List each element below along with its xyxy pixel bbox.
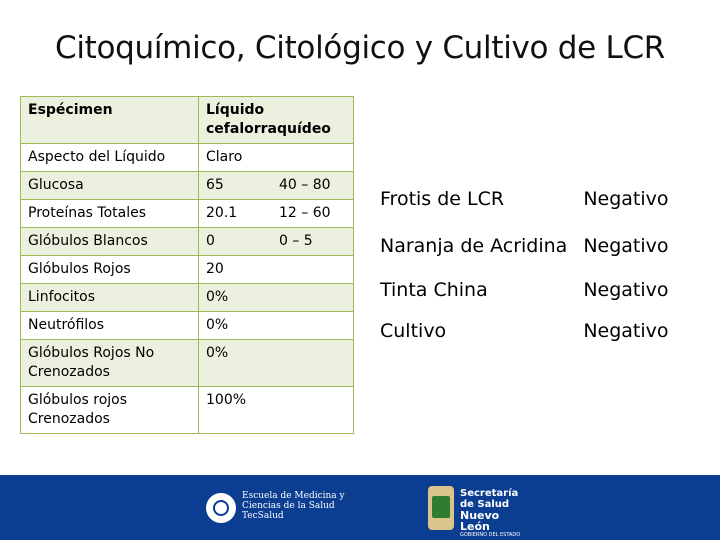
row-reference: 12 – 60 [272, 200, 354, 228]
logo-line: Nuevo León [460, 509, 500, 533]
table-row [21, 97, 354, 144]
row-label: Linfocitos [21, 284, 199, 312]
row-value: Líquido cefalorraquídeo [199, 97, 354, 144]
table-row [21, 200, 354, 228]
test-result: Negativo [583, 235, 669, 257]
secretaria-salud-logo [428, 486, 524, 538]
test-name: Naranja de Acridina [380, 235, 568, 257]
test-result: Negativo [583, 320, 669, 342]
row-label: Glóbulos Rojos [21, 256, 199, 284]
test-result: Negativo [583, 188, 669, 210]
footer-bar [0, 475, 720, 540]
row-label: Glóbulos rojos Crenozados [21, 387, 199, 434]
table-row [21, 340, 354, 387]
row-value: 20.1 [199, 200, 272, 228]
test-name: Cultivo [380, 320, 447, 342]
row-label: Glóbulos Rojos No Crenozados [21, 340, 199, 387]
row-value: 0 [199, 228, 272, 256]
table-row [21, 387, 354, 434]
logo-line: Secretaría [460, 488, 519, 499]
slide-title: Citoquímico, Citológico y Cultivo de LCR [54, 30, 666, 66]
table-row [372, 269, 677, 311]
logo-line: Ciencias de la Salud [242, 501, 335, 511]
row-value: 0% [199, 284, 354, 312]
logo-line: Escuela de Medicina y [242, 491, 345, 501]
specimen-table [20, 96, 354, 434]
row-reference: 40 – 80 [272, 172, 354, 200]
tecsalud-logo [206, 491, 346, 529]
table-row [372, 175, 677, 223]
logo-line: de Salud [460, 499, 510, 510]
table-row [21, 312, 354, 340]
row-reference: 0 – 5 [272, 228, 354, 256]
logo-line: TecSalud [242, 511, 284, 521]
tests-table [372, 175, 677, 351]
row-value: 65 [199, 172, 272, 200]
table-row [21, 284, 354, 312]
row-value: 0% [199, 312, 354, 340]
logo-text [242, 491, 352, 521]
row-label: Espécimen [21, 97, 199, 144]
row-value: 100% [199, 387, 354, 434]
table-row [21, 228, 354, 256]
row-value: 20 [199, 256, 354, 284]
row-label: Glóbulos Blancos [21, 228, 199, 256]
row-label: Neutrófilos [21, 312, 199, 340]
globe-icon [206, 493, 236, 523]
row-label: Glucosa [21, 172, 199, 200]
test-name: Frotis de LCR [380, 188, 505, 210]
logo-line: GOBIERNO DEL ESTADO [460, 532, 521, 538]
test-name: Tinta China [380, 279, 488, 301]
table-row [372, 311, 677, 351]
table-row [21, 172, 354, 200]
coat-of-arms-icon [428, 486, 454, 530]
table-row [21, 144, 354, 172]
table-row [372, 223, 677, 269]
logo-text [460, 488, 524, 539]
test-result: Negativo [583, 279, 669, 301]
row-value: Claro [199, 144, 354, 172]
row-label: Proteínas Totales [21, 200, 199, 228]
row-value: 0% [199, 340, 354, 387]
table-row [21, 256, 354, 284]
row-label: Aspecto del Líquido [21, 144, 199, 172]
